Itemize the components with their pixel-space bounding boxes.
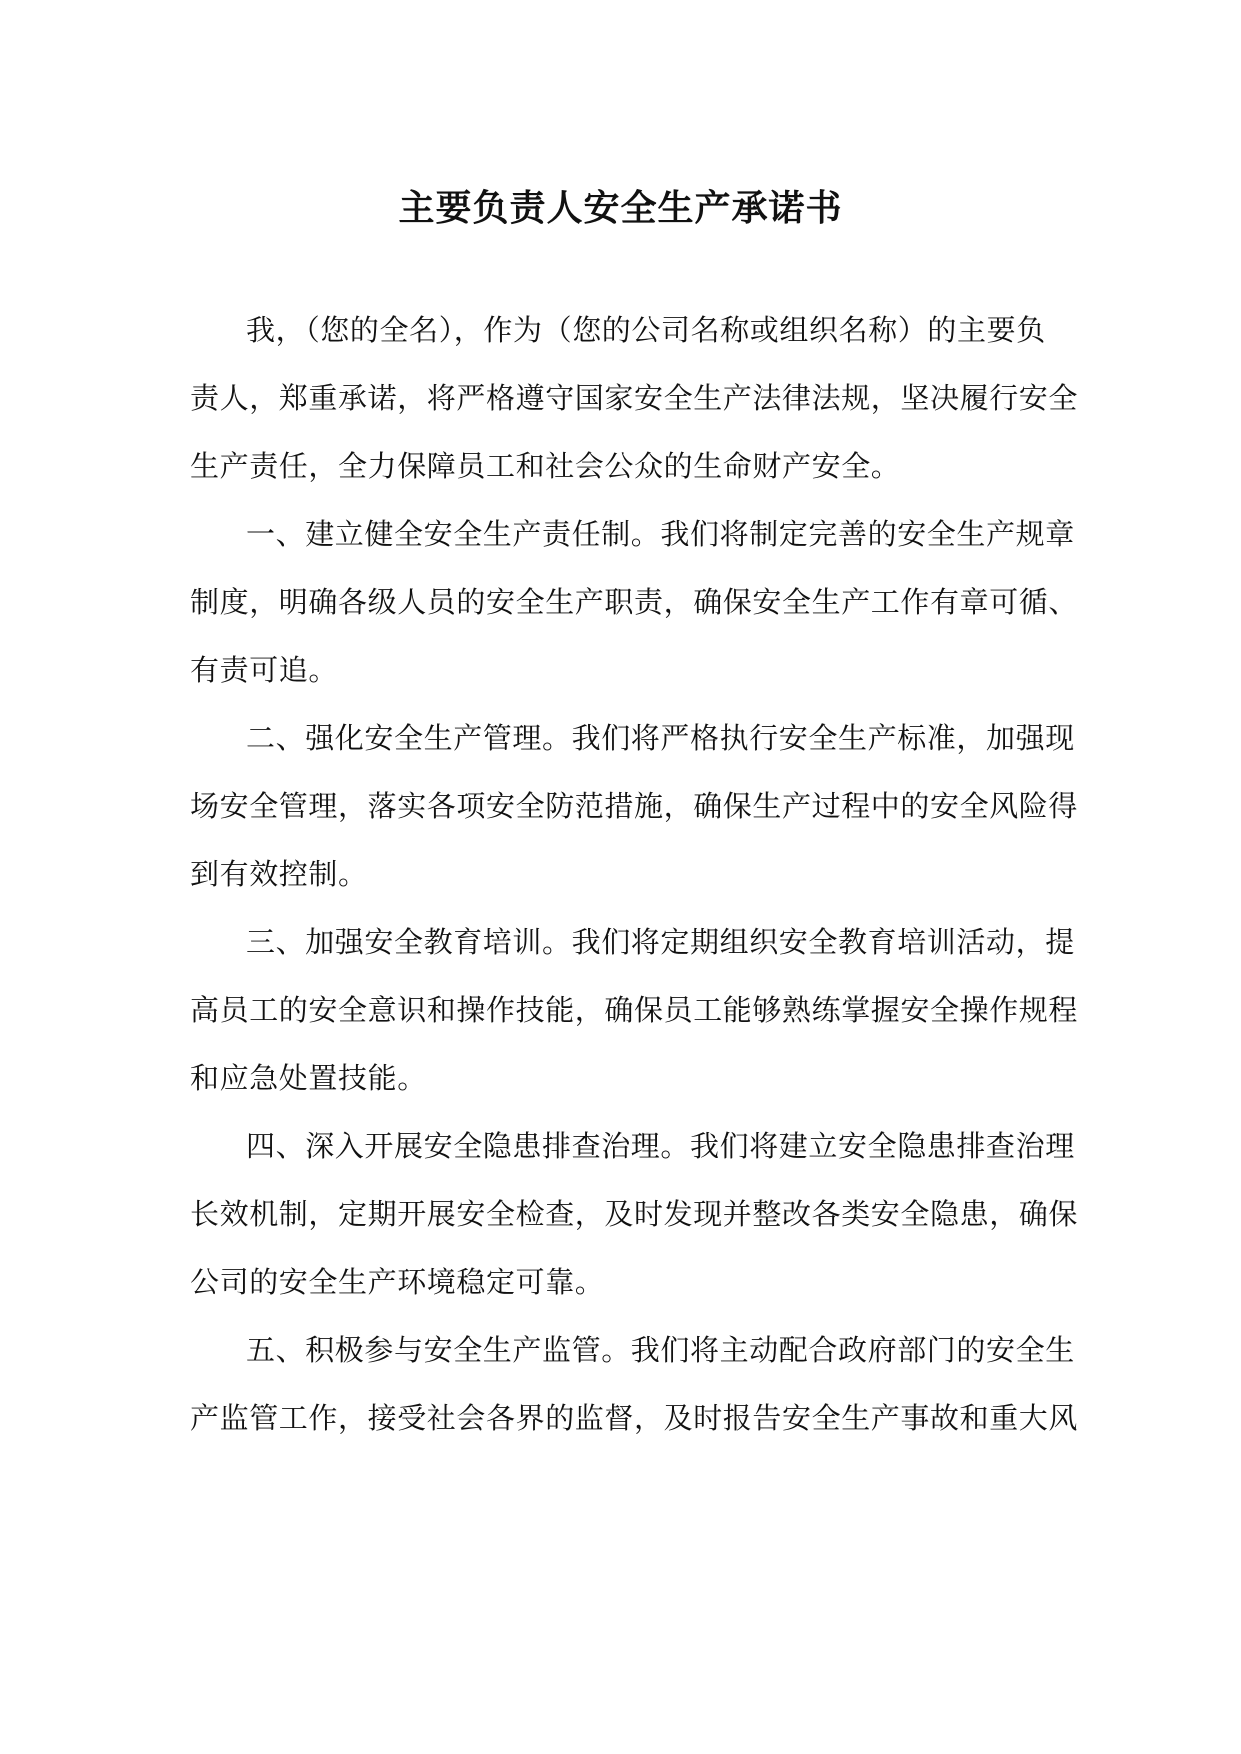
paragraph-line: 四、深入开展安全隐患排查治理。我们将建立安全隐患排查治理	[246, 1129, 1075, 1163]
paragraph-line: 有责可追。	[190, 653, 339, 687]
paragraph-line: 长效机制，定期开展安全检查，及时发现并整改各类安全隐患，确保	[190, 1197, 1079, 1231]
paragraph-line: 制度，明确各级人员的安全生产职责，确保安全生产工作有章可循、	[190, 585, 1079, 619]
paragraph-line: 生产责任，全力保障员工和社会公众的生命财产安全。	[190, 449, 901, 483]
paragraph-line: 产监管工作，接受社会各界的监督，及时报告安全生产事故和重大风	[190, 1401, 1079, 1435]
paragraph-line: 责人，郑重承诺，将严格遵守国家安全生产法律法规，坚决履行安全	[190, 381, 1079, 415]
paragraph-line: 场安全管理，落实各项安全防范措施，确保生产过程中的安全风险得	[190, 789, 1079, 823]
paragraph-line: 三、加强安全教育培训。我们将定期组织安全教育培训活动，提	[246, 925, 1075, 959]
document-title: 主要负责人安全生产承诺书	[398, 187, 843, 229]
paragraph-line: 五、积极参与安全生产监管。我们将主动配合政府部门的安全生	[246, 1333, 1075, 1367]
paragraph-line: 我，（您的全名），作为（您的公司名称或组织名称）的主要负	[246, 313, 1046, 347]
paragraph-line: 公司的安全生产环境稳定可靠。	[190, 1265, 605, 1299]
paragraph-line: 高员工的安全意识和操作技能，确保员工能够熟练掌握安全操作规程	[190, 993, 1079, 1027]
paragraph-line: 一、建立健全安全生产责任制。我们将制定完善的安全生产规章	[246, 517, 1075, 551]
paragraph-line: 二、强化安全生产管理。我们将严格执行安全生产标准，加强现	[246, 721, 1075, 755]
paragraph-line: 和应急处置技能。	[190, 1061, 427, 1095]
paragraph-line: 到有效控制。	[190, 857, 368, 891]
